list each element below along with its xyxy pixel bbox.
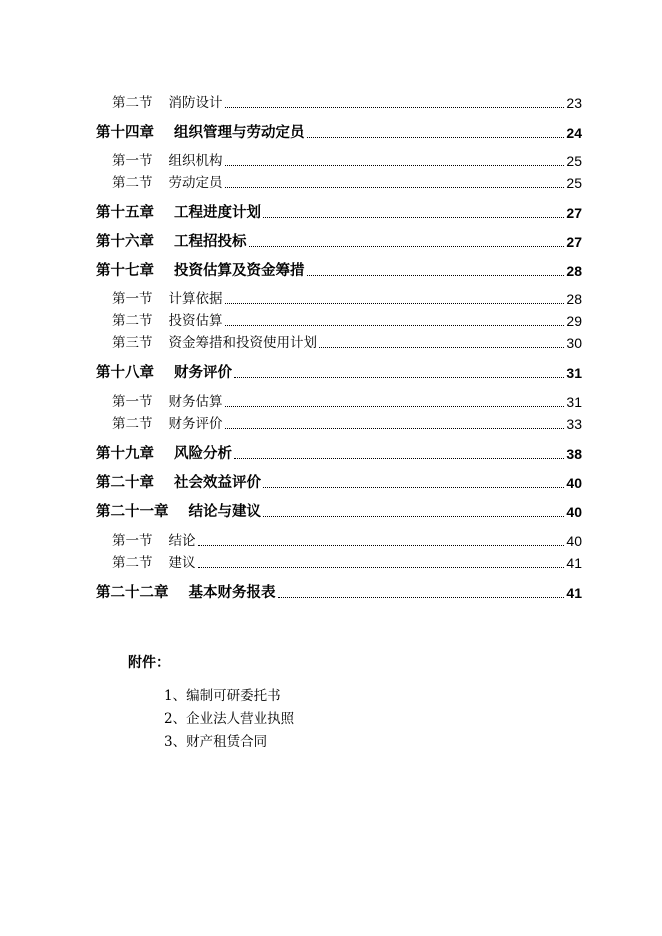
dot-leader [225, 303, 565, 304]
toc-title: 结论 [168, 533, 196, 549]
toc-entry [0, 288, 662, 308]
toc-title: 风险分析 [174, 445, 232, 462]
toc-entry [0, 443, 662, 463]
toc-page: 40 [566, 504, 582, 520]
toc-number: 第十六章 [96, 233, 154, 250]
toc-page: 24 [566, 125, 582, 141]
toc-entry [0, 472, 662, 492]
toc-title: 财务评价 [174, 364, 232, 381]
toc-title: 计算依据 [168, 291, 223, 307]
dot-leader [225, 187, 565, 188]
toc-title: 资金筹措和投资使用计划 [168, 335, 317, 351]
toc-entry [0, 362, 662, 382]
toc-number: 第一节 [112, 153, 153, 169]
dot-leader [263, 516, 564, 517]
toc-number: 第二十章 [96, 474, 154, 491]
toc-entry [0, 92, 662, 112]
toc-title: 组织管理与劳动定员 [174, 124, 305, 141]
toc-number: 第十七章 [96, 262, 154, 279]
toc-entry [0, 332, 662, 352]
toc-entry [0, 172, 662, 192]
toc-entry [0, 413, 662, 433]
toc-page: 30 [566, 335, 582, 351]
toc-title: 结论与建议 [188, 503, 261, 520]
dot-leader [225, 428, 565, 429]
attachment-item: 3、财产租赁合同 [164, 734, 268, 750]
dot-leader [198, 567, 565, 568]
toc-page: 40 [566, 533, 582, 549]
toc-entry [0, 150, 662, 170]
dot-leader [234, 458, 564, 459]
toc-page: 41 [566, 555, 582, 571]
toc-title: 投资估算及资金筹措 [174, 262, 305, 279]
toc-number: 第十八章 [96, 364, 154, 381]
toc-number: 第十五章 [96, 204, 154, 221]
toc-page: 27 [566, 205, 582, 221]
dot-leader [225, 325, 565, 326]
toc-number: 第二十二章 [96, 584, 169, 601]
toc-number: 第十九章 [96, 445, 154, 462]
toc-entry [0, 582, 662, 602]
toc-number: 第一节 [112, 533, 153, 549]
toc-title: 基本财务报表 [188, 584, 276, 601]
attachment-item: 1、编制可研委托书 [164, 688, 281, 704]
attachments-heading: 附件： [128, 655, 170, 671]
toc-page: 40 [566, 475, 582, 491]
toc-entry [0, 391, 662, 411]
toc-page: 28 [566, 291, 582, 307]
dot-leader [249, 246, 565, 247]
toc-entry [0, 231, 662, 251]
toc-entry [0, 552, 662, 572]
dot-leader [278, 597, 565, 598]
toc-page: 31 [566, 394, 582, 410]
dot-leader [234, 377, 564, 378]
toc-number: 第一节 [112, 291, 153, 307]
toc-title: 投资估算 [168, 313, 223, 329]
toc-entry [0, 122, 662, 142]
toc-page: 25 [566, 175, 582, 191]
toc-title: 建议 [168, 555, 196, 571]
toc-number: 第二节 [112, 555, 153, 571]
toc-page: 41 [566, 585, 582, 601]
toc-number: 第一节 [112, 394, 153, 410]
toc-number: 第二节 [112, 313, 153, 329]
toc-page: 29 [566, 313, 582, 329]
toc-title: 组织机构 [168, 153, 223, 169]
toc-entry [0, 530, 662, 550]
toc-page: 25 [566, 153, 582, 169]
dot-leader [225, 107, 565, 108]
toc-title: 工程进度计划 [174, 204, 261, 221]
dot-leader [307, 275, 565, 276]
toc-entry [0, 202, 662, 222]
toc-page: 23 [566, 95, 582, 111]
toc-number: 第二节 [112, 175, 153, 191]
toc-title: 财务评价 [168, 416, 223, 432]
toc-page: 31 [566, 365, 582, 381]
dot-leader [225, 165, 565, 166]
toc-page: 38 [566, 446, 582, 462]
toc-page: 33 [566, 416, 582, 432]
toc-entry [0, 260, 662, 280]
dot-leader [263, 487, 564, 488]
toc-title: 财务估算 [168, 394, 223, 410]
toc-number: 第二节 [112, 416, 153, 432]
toc-entry [0, 310, 662, 330]
toc-title: 社会效益评价 [174, 474, 261, 491]
dot-leader [225, 406, 565, 407]
toc-number: 第二十一章 [96, 503, 169, 520]
attachment-item: 2、企业法人营业执照 [164, 711, 295, 727]
toc-number: 第十四章 [96, 124, 154, 141]
dot-leader [319, 347, 564, 348]
toc-page: 28 [566, 263, 582, 279]
toc-number: 第三节 [112, 335, 153, 351]
dot-leader [307, 137, 565, 138]
toc-title: 劳动定员 [168, 175, 223, 191]
dot-leader [263, 217, 564, 218]
toc-number: 第二节 [112, 95, 153, 111]
toc-page: 27 [566, 234, 582, 250]
toc-title: 工程招投标 [174, 233, 247, 250]
toc-title: 消防设计 [168, 95, 223, 111]
toc-entry [0, 501, 662, 521]
dot-leader [198, 545, 565, 546]
